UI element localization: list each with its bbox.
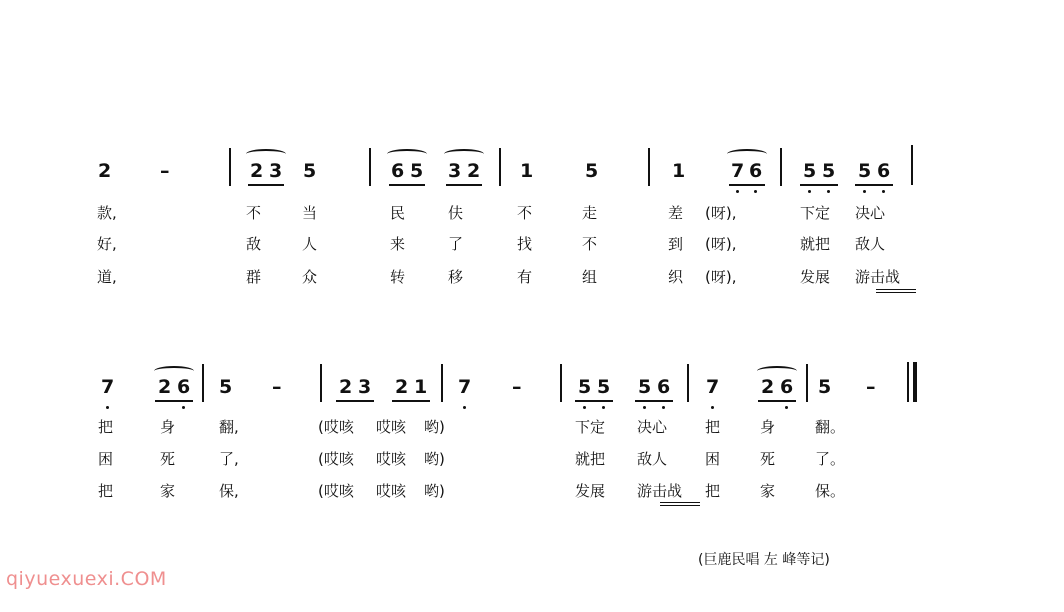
note: 5: [410, 160, 424, 182]
emphasis-underline: [876, 289, 916, 290]
lyric: 织: [668, 268, 684, 286]
lyric: 来: [390, 235, 406, 253]
beam: [758, 400, 796, 402]
octave-dot: [808, 190, 811, 193]
lyric: (哎咳: [318, 482, 354, 500]
note: 2: [98, 160, 112, 182]
note: 1: [520, 160, 534, 182]
lyric: 身: [160, 418, 176, 436]
barline: [369, 148, 371, 186]
lyric: 组: [582, 268, 598, 286]
octave-dot: [463, 406, 466, 409]
octave-dot: [711, 406, 714, 409]
barline: [687, 364, 689, 402]
note: 3: [269, 160, 283, 182]
lyric: 就把: [575, 450, 606, 468]
note: 3: [448, 160, 462, 182]
lyric: 哟): [424, 450, 445, 468]
lyric: 游击战: [637, 482, 683, 500]
slur: [444, 149, 484, 159]
octave-dot: [785, 406, 788, 409]
lyric: (哎咳: [318, 418, 354, 436]
note: 7: [458, 376, 472, 398]
final-barline-thick: [913, 362, 917, 402]
octave-dot: [583, 406, 586, 409]
barline: [499, 148, 501, 186]
beam: [575, 400, 613, 402]
barline: [780, 148, 782, 186]
emphasis-underline: [660, 505, 700, 506]
barline: [911, 145, 913, 185]
octave-dot: [827, 190, 830, 193]
note: 5: [822, 160, 836, 182]
note: 3: [358, 376, 372, 398]
note: 6: [749, 160, 763, 182]
lyric: (呀),: [705, 268, 737, 286]
beam: [392, 400, 430, 402]
lyric: 群: [246, 268, 262, 286]
octave-dot: [736, 190, 739, 193]
note: 6: [657, 376, 671, 398]
lyric: 众: [302, 268, 318, 286]
beam: [389, 184, 425, 186]
lyric: 决心: [855, 204, 886, 222]
note: 6: [877, 160, 891, 182]
lyric: 把: [98, 418, 114, 436]
note: 1: [672, 160, 686, 182]
note: 1: [414, 376, 428, 398]
lyric: 翻。: [815, 418, 846, 436]
octave-dot: [662, 406, 665, 409]
barline: [202, 364, 204, 402]
lyric: 就把: [800, 235, 831, 253]
lyric: 哟): [424, 482, 445, 500]
lyric: 找: [517, 235, 533, 253]
lyric: 保。: [815, 482, 846, 500]
note: 2: [158, 376, 172, 398]
lyric: 有: [517, 268, 533, 286]
octave-dot: [602, 406, 605, 409]
slur: [387, 149, 427, 159]
note: 5: [818, 376, 832, 398]
dash: –: [272, 376, 282, 398]
lyric: 下定: [575, 418, 606, 436]
lyric: (哎咳: [318, 450, 354, 468]
lyric: 差: [668, 204, 684, 222]
lyric: 困: [705, 450, 721, 468]
lyric: 民: [390, 204, 406, 222]
lyric: 好,: [97, 235, 117, 253]
note: 5: [585, 160, 599, 182]
beam: [635, 400, 673, 402]
lyric: 当: [302, 204, 318, 222]
barline: [441, 364, 443, 402]
barline: [560, 364, 562, 402]
lyric: 家: [160, 482, 176, 500]
lyric: 死: [160, 450, 176, 468]
lyric: 敌人: [855, 235, 886, 253]
lyric: 不: [517, 204, 533, 222]
beam: [248, 184, 284, 186]
note: 5: [303, 160, 317, 182]
lyric: 道,: [97, 268, 117, 286]
note: 2: [467, 160, 481, 182]
lyric: 游击战: [855, 268, 901, 286]
note: 5: [219, 376, 233, 398]
lyric: 把: [705, 418, 721, 436]
note: 5: [597, 376, 611, 398]
beam: [446, 184, 482, 186]
note: 7: [731, 160, 745, 182]
barline: [806, 364, 808, 402]
lyric: 把: [98, 482, 114, 500]
site-watermark: qiyuexuexi.COM: [6, 568, 167, 590]
octave-dot: [643, 406, 646, 409]
lyric: 伕: [448, 204, 464, 222]
octave-dot: [754, 190, 757, 193]
lyric: 不: [582, 235, 598, 253]
note: 6: [780, 376, 794, 398]
lyric: (呀),: [705, 235, 737, 253]
beam: [336, 400, 374, 402]
lyric: 哟): [424, 418, 445, 436]
octave-dot: [863, 190, 866, 193]
beam: [800, 184, 838, 186]
lyric: 不: [246, 204, 262, 222]
beam: [155, 400, 193, 402]
barline: [648, 148, 650, 186]
slur: [246, 149, 286, 159]
lyric: 困: [98, 450, 114, 468]
note: 2: [761, 376, 775, 398]
note: 6: [391, 160, 405, 182]
note: 2: [339, 376, 353, 398]
lyric: 了,: [219, 450, 239, 468]
note: 5: [858, 160, 872, 182]
lyric: 翻,: [219, 418, 239, 436]
lyric: 保,: [219, 482, 239, 500]
lyric: 哎咳: [376, 450, 407, 468]
barline: [229, 148, 231, 186]
emphasis-underline: [876, 292, 916, 293]
beam: [855, 184, 893, 186]
credit-line: (巨鹿民唱 左 峰等记): [698, 552, 830, 568]
lyric: 哎咳: [376, 418, 407, 436]
lyric: 发展: [575, 482, 606, 500]
lyric: 家: [760, 482, 776, 500]
dash: –: [160, 160, 170, 182]
beam: [729, 184, 765, 186]
lyric: 发展: [800, 268, 831, 286]
lyric: 下定: [800, 204, 831, 222]
lyric: 身: [760, 418, 776, 436]
slur: [757, 366, 797, 376]
emphasis-underline: [660, 502, 700, 503]
slur: [154, 366, 194, 376]
octave-dot: [882, 190, 885, 193]
note: 2: [250, 160, 264, 182]
dash: –: [866, 376, 876, 398]
dash: –: [512, 376, 522, 398]
lyric: 敌: [246, 235, 262, 253]
lyric: 敌人: [637, 450, 668, 468]
note: 5: [578, 376, 592, 398]
lyric: 移: [448, 268, 464, 286]
octave-dot: [106, 406, 109, 409]
final-barline-thin: [907, 362, 909, 402]
lyric: 把: [705, 482, 721, 500]
note: 2: [395, 376, 409, 398]
lyric: 死: [760, 450, 776, 468]
lyric: 款,: [97, 204, 117, 222]
lyric: 哎咳: [376, 482, 407, 500]
note: 7: [706, 376, 720, 398]
lyric: (呀),: [705, 204, 737, 222]
lyric: 了。: [815, 450, 846, 468]
note: 7: [101, 376, 115, 398]
slur: [727, 149, 767, 159]
lyric: 了: [448, 235, 464, 253]
lyric: 决心: [637, 418, 668, 436]
octave-dot: [182, 406, 185, 409]
note: 5: [803, 160, 817, 182]
note: 5: [638, 376, 652, 398]
lyric: 人: [302, 235, 318, 253]
note: 6: [177, 376, 191, 398]
lyric: 走: [582, 204, 598, 222]
lyric: 转: [390, 268, 406, 286]
barline: [320, 364, 322, 402]
lyric: 到: [668, 235, 684, 253]
